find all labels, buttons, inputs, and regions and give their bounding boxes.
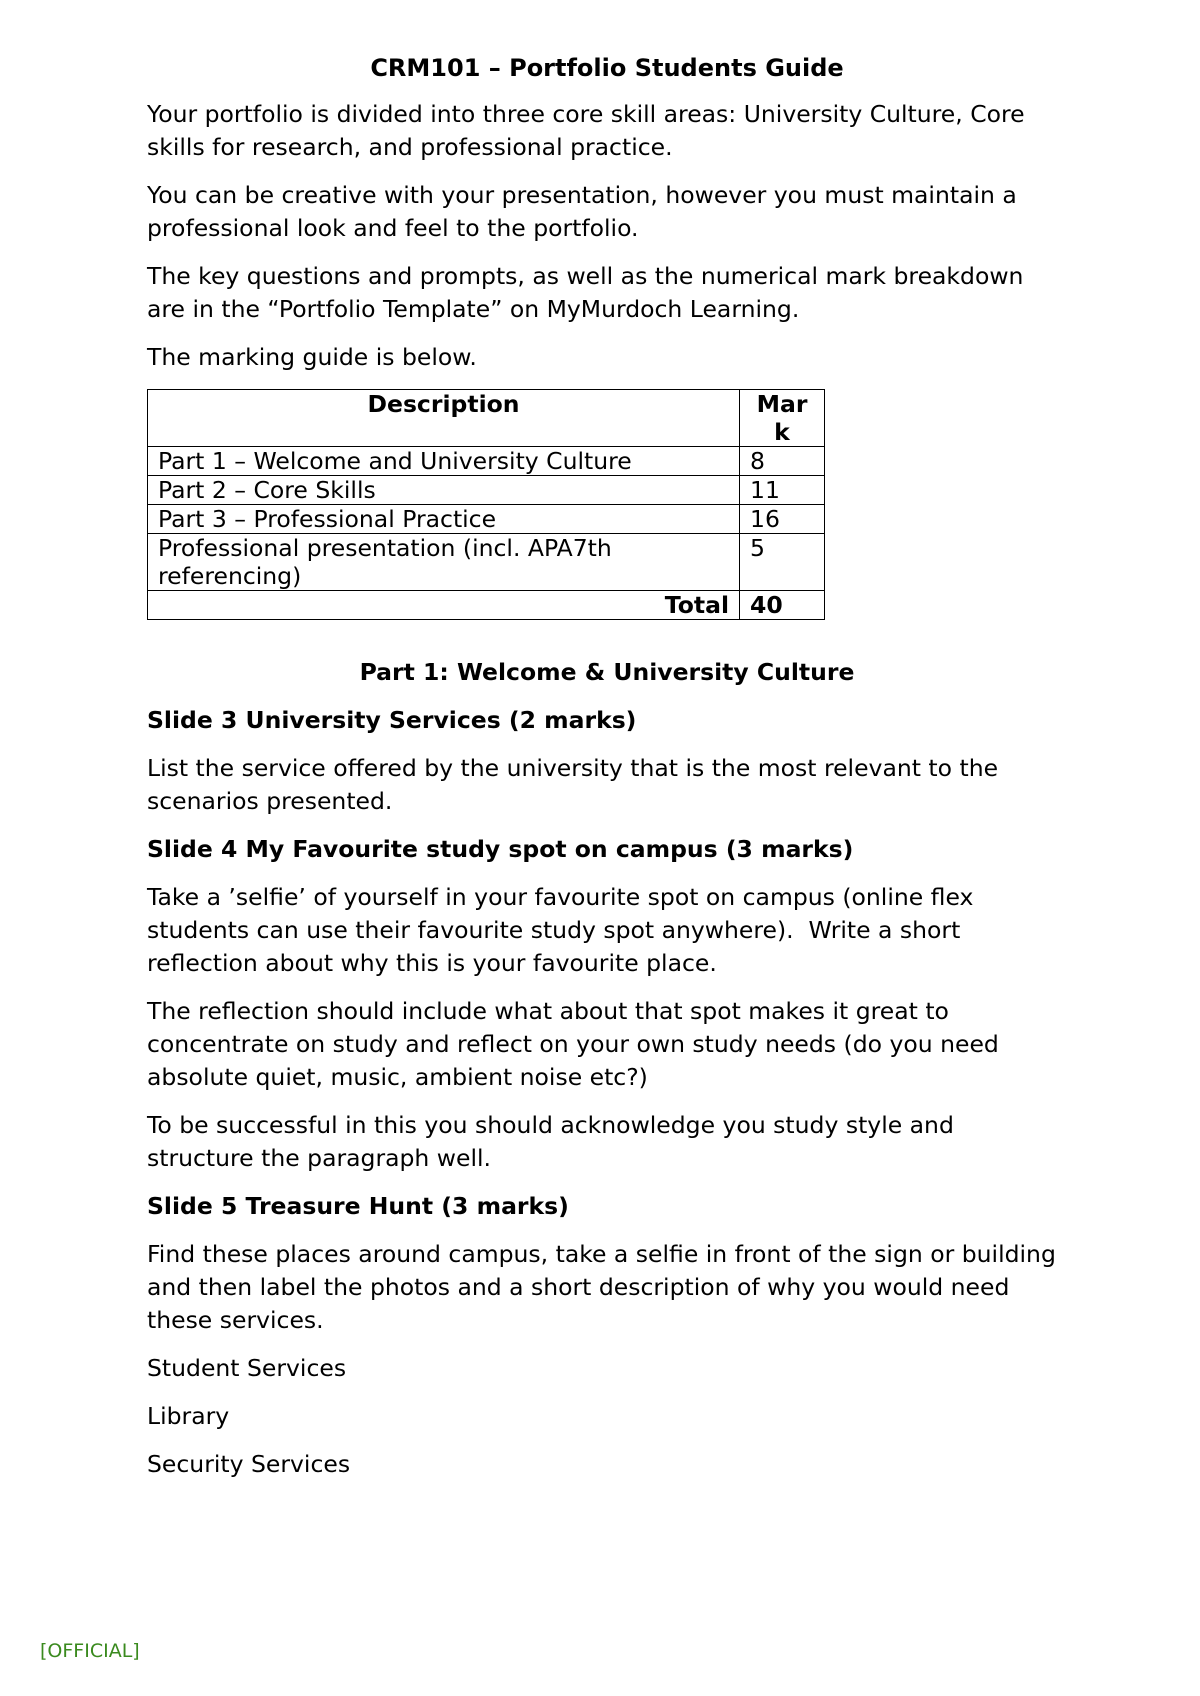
marking-guide-table: [147, 389, 825, 620]
row-description: Part 1 – Welcome and University Culture: [148, 446, 740, 475]
document-title: CRM101 – Portfolio Students Guide: [370, 54, 844, 82]
slide3-text: List the service offered by the university that is the most relevant to the scenarios presented.: [147, 753, 999, 815]
slide4-text-3: To be successful in this you should acknowledge you study style and structure the paragraph well.: [147, 1110, 954, 1172]
official-classification-label: [OFFICIAL]: [40, 1640, 140, 1662]
column-header-description: Description: [148, 389, 740, 446]
table-row: [148, 504, 825, 533]
intro-paragraph-2: You can be creative with your presentation, however you must maintain a professional look and feel to the portfolio.: [147, 180, 1017, 242]
slide5-heading: Slide 5 Treasure Hunt (3 marks): [147, 1191, 569, 1220]
table-row: [148, 475, 825, 504]
intro-paragraph-4: The marking guide is below.: [147, 342, 477, 371]
row-mark: 11: [740, 475, 825, 504]
intro-paragraph-3: The key questions and prompts, as well as the numerical mark breakdown are in the “Portfolio Template” on MyMurdoch Learning.: [147, 261, 1024, 323]
table-row: [148, 446, 825, 475]
row-description: Professional presentation (incl. APA7th referencing): [148, 533, 740, 590]
row-mark: 5: [740, 533, 825, 590]
document-page: [147, 52, 1067, 1496]
row-description: Part 2 – Core Skills: [148, 475, 740, 504]
place-library: Library: [147, 1401, 230, 1430]
slide3-heading: Slide 3 University Services (2 marks): [147, 705, 637, 734]
total-label: Total: [148, 590, 740, 619]
total-value: 40: [740, 590, 825, 619]
table-total-row: [148, 590, 825, 619]
table-row: [148, 533, 825, 590]
row-description: Part 3 – Professional Practice: [148, 504, 740, 533]
row-mark: 8: [740, 446, 825, 475]
column-header-mark: Mar k: [740, 389, 825, 446]
part1-heading: Part 1: Welcome & University Culture: [359, 657, 855, 686]
slide4-text-2: The reflection should include what about that spot makes it great to concentrate on study and reflect on your own study needs (do you need absolute quiet, music, ambient noise etc?): [147, 996, 999, 1091]
slide5-text: Find these places around campus, take a selfie in front of the sign or building and then label the photos and a short description of why you would need these services.: [147, 1239, 1056, 1334]
slide4-heading: Slide 4 My Favourite study spot on campus (3 marks): [147, 834, 854, 863]
row-mark: 16: [740, 504, 825, 533]
table-header-row: [148, 389, 825, 446]
place-student-services: Student Services: [147, 1353, 347, 1382]
intro-paragraph-1: Your portfolio is divided into three core skill areas: University Culture, Core skills for research, and professional practice.: [147, 99, 1025, 161]
place-security-services: Security Services: [147, 1449, 351, 1478]
slide4-text-1: Take a ’selfie’ of yourself in your favourite spot on campus (online flex students can use their favourite study spot anywhere). Write a short reflection about why this is your favourite place.: [147, 882, 981, 977]
